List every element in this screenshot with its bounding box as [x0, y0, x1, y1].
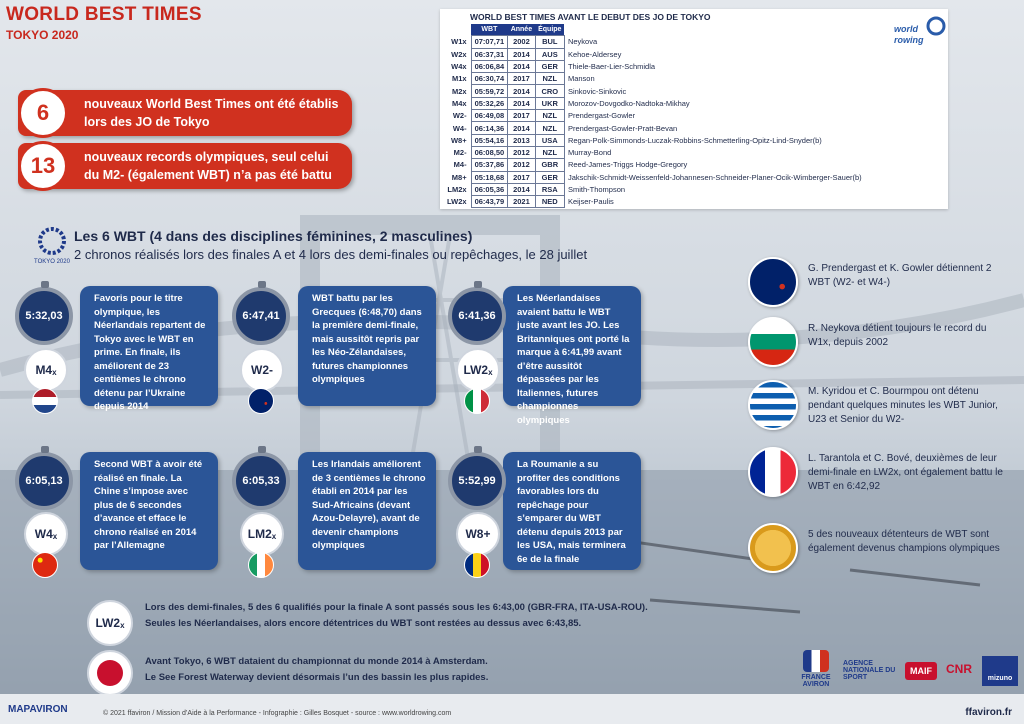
table-cell-time: 06:06,84 [471, 60, 508, 72]
stopwatch-icon [15, 287, 73, 345]
note-badge-lw2x [87, 600, 133, 646]
table-cell-team: NZL [535, 110, 564, 122]
badge-label: LW2 [95, 616, 121, 630]
gold-medal-icon [748, 523, 798, 573]
table-cell-event: LM2x [447, 185, 467, 194]
section-title: Les 6 WBT (4 dans des disciplines féminines, 2 masculines) [74, 228, 473, 244]
table-cell-event: W2x [451, 49, 467, 59]
table-row [444, 36, 865, 48]
table-cell-names: Regan-Polk-Simmonds-Luczak-Robbins-Schmetterling-Opitz-Lind-Snyder(b) [567, 135, 822, 145]
table-cell-team: GER [535, 60, 564, 72]
table-row [444, 110, 865, 122]
boat-class-sub: x [52, 367, 57, 377]
boat-class-sub: x [488, 367, 493, 377]
france-flag-icon [748, 447, 798, 497]
table-cell-year: 2017 [508, 171, 535, 183]
stopwatch-icon [15, 452, 73, 510]
record-time: 5:32,03 [25, 310, 63, 322]
table-cell-names: Neykova [567, 37, 598, 47]
table-header-cell: Année [508, 24, 535, 36]
fact-text: L. Tarantola et C. Bové, deuxièmes de leur demi-finale en LW2x, ont également battu le WBT en 6:42,92 [808, 453, 1003, 492]
table-cell-year: 2002 [508, 36, 535, 48]
table-cell-event: M1x [452, 74, 467, 84]
table-row [444, 97, 865, 109]
emblem-label: TOKYO 2020 [34, 259, 70, 265]
table-row [444, 134, 865, 146]
table-cell-time: 06:37,31 [471, 48, 508, 60]
boat-class-label: W8+ [465, 527, 491, 541]
table-cell-event: M8+ [451, 172, 467, 182]
highlight-wbt [18, 90, 352, 136]
record-time: 6:41,36 [458, 310, 496, 322]
boat-class-badge [24, 348, 68, 392]
table-cell-team: GER [535, 171, 564, 183]
table-cell-team: BUL [535, 36, 564, 48]
table-cell-event: W4x [451, 62, 467, 72]
fact-text: 5 des nouveaux détenteurs de WBT sont également devenus champions olympiques [808, 529, 1000, 554]
table-cell-year: 2014 [508, 48, 535, 60]
cnr-logo: CNR [946, 662, 972, 676]
italy-flag-icon [464, 388, 490, 414]
table-cell-team: USA [535, 134, 564, 146]
france-aviron-logo [795, 650, 837, 688]
table-cell-year: 2013 [508, 134, 535, 146]
header [6, 4, 202, 42]
table-cell-names: Sinkovic-Sinkovic [567, 86, 627, 96]
table-cell-names: Morozov-Dovgodko-Nadtoka-Mikhay [567, 98, 690, 108]
new-zealand-flag-icon [748, 257, 798, 307]
note-lw2x [145, 600, 648, 632]
table-cell-event: W1x [451, 37, 467, 47]
record-card: Second WBT à avoir été réalisé en finale. La Chine s’impose avec plus de 6 secondes d’avance et efface le chrono réalisé en 2014 par l’Allemagne [80, 452, 218, 570]
table-cell-event: W8+ [450, 135, 467, 145]
table-body [444, 36, 865, 208]
ans-logo: AGENCE NATIONALE DU SPORT [843, 660, 896, 681]
table-cell-event: W2- [452, 111, 467, 121]
footer-site-link[interactable]: ffaviron.fr [965, 707, 1012, 718]
table-row [444, 196, 865, 208]
table-cell-time: 05:54,16 [471, 134, 508, 146]
table-cell-year: 2021 [508, 196, 535, 208]
table-cell-time: 06:05,36 [471, 183, 508, 195]
table-cell-year: 2012 [508, 146, 535, 158]
mizuno-logo: mizuno [982, 656, 1018, 686]
table-cell-time: 05:37,86 [471, 159, 508, 171]
boat-class-badge [240, 512, 284, 556]
table-cell-names: Manson [567, 74, 595, 84]
note-line: Lors des demi-finales, 5 des 6 qualifiés pour la finale A sont passés sous les 6:43,00 (GBR-FRA, ITA-USA-ROU). [145, 602, 648, 613]
footer-credit: © 2021 ffaviron / Mission d’Aide à la Performance - Infographie : Gilles Bosquet - source : www.worldrowing.com [103, 710, 452, 717]
wbt-table [444, 24, 865, 208]
table-row [444, 146, 865, 158]
table-cell-team: GBR [535, 159, 564, 171]
logo-text: world [894, 24, 918, 34]
table-cell-team: NZL [535, 122, 564, 134]
boat-class-label: W2- [251, 363, 273, 377]
table-cell-time: 06:08,50 [471, 146, 508, 158]
boat-class-badge [24, 512, 68, 556]
record-time: 6:47,41 [242, 310, 280, 322]
highlight-text: nouveaux World Best Times ont été établis lors des JO de Tokyo [84, 97, 339, 129]
stopwatch-icon [448, 287, 506, 345]
table-row [444, 171, 865, 183]
table-row [444, 183, 865, 195]
netherlands-flag-icon [32, 388, 58, 414]
wbt-table-card [440, 9, 948, 209]
page-subtitle: TOKYO 2020 [6, 28, 79, 42]
table-cell-year: 2014 [508, 97, 535, 109]
stopwatch-icon [232, 452, 290, 510]
table-cell-team: NED [535, 196, 564, 208]
table-cell-team: RSA [535, 183, 564, 195]
greece-flag-icon [748, 380, 798, 430]
table-title: WORLD BEST TIMES AVANT LE DEBUT DES JO DE TOKYO [470, 12, 711, 22]
china-flag-icon [32, 552, 58, 578]
boat-class-label: M4 [35, 363, 53, 377]
record-card: WBT battu par les Grecques (6:48,70) dans la première demi-finale, mais aussitôt repris par les Néo-Zélandaises, futures championnes olympiques [298, 286, 436, 406]
table-cell-time: 06:30,74 [471, 73, 508, 85]
table-cell-event: W4- [452, 123, 467, 133]
highlight-text: nouveaux records olympiques, seul celui du M2- (également WBT) n’a pas été battu [84, 150, 332, 182]
table-cell-names: Murray-Bond [567, 148, 612, 158]
highlight-olympic-records [18, 143, 352, 189]
table-cell-event: LW2x [447, 197, 467, 207]
note-line: Avant Tokyo, 6 WBT dataient du championnat du monde 2014 à Amsterdam. [145, 656, 488, 667]
section-subtitle: 2 chronos réalisés lors des finales A et 4 lors des demi-finales ou repêchages, le 28 juillet [74, 247, 588, 262]
table-cell-names: Jakschik-Schmidt-Weissenfeld-Johannesen-Schneider-Planer-Ocik-Wimberger-Sauer(b) [567, 172, 862, 182]
table-header-cell: WBT [471, 24, 508, 36]
table-cell-names: Kehoe-Aldersey [567, 49, 622, 59]
world-rowing-logo [890, 14, 950, 50]
mapaviron-logo: MAPAVIRON [8, 704, 68, 715]
record-card: La Roumanie a su profiter des conditions favorables lors du repêchage pour s’emparer du WBT détenu depuis 2013 par les USA, mais terminera 6e de la finale [503, 452, 641, 570]
record-card: Les Néerlandaises avaient battu le WBT juste avant les JO. Les Britanniques ont porté la marque à 6:41,99 avant d’être aussitôt dépassées par les Italiennes, futures championnes olympiques [503, 286, 641, 406]
tokyo-2020-emblem [34, 226, 70, 266]
table-row [444, 48, 865, 60]
table-header-cell [444, 24, 471, 36]
table-cell-team: CRO [535, 85, 564, 97]
table-cell-names: Reed-James-Triggs Hodge-Gregory [567, 160, 688, 170]
table-cell-year: 2012 [508, 159, 535, 171]
table-cell-year: 2014 [508, 60, 535, 72]
table-header-cell [564, 24, 864, 36]
boat-class-badge [456, 348, 500, 392]
table-cell-year: 2014 [508, 122, 535, 134]
table-cell-event: M2- [453, 148, 467, 158]
table-header-row [444, 24, 865, 36]
fact-text: R. Neykova détient toujours le record du W1x, depuis 2002 [808, 323, 987, 348]
fact-text: M. Kyridou et C. Bourmpou ont détenu pendant quelques minutes les WBT Junior, U23 et Senior du W2- [808, 386, 998, 425]
sponsor-label: FRANCE AVIRON [801, 674, 831, 688]
badge-sub: x [120, 620, 125, 630]
table-cell-time: 06:49,08 [471, 110, 508, 122]
boat-class-sub: x [271, 531, 277, 541]
record-time: 6:05,13 [25, 475, 63, 487]
table-cell-event: M2x [452, 86, 467, 96]
highlight-number: 6 [18, 88, 68, 138]
table-row [444, 159, 865, 171]
table-cell-time: 05:18,68 [471, 171, 508, 183]
table-cell-time: 06:14,36 [471, 122, 508, 134]
bulgaria-flag-icon [748, 317, 798, 367]
table-cell-time: 05:59,72 [471, 85, 508, 97]
note-line: Le See Forest Waterway devient désormais l’un des bassin les plus rapides. [145, 672, 489, 683]
boat-class-label: LM2 [247, 527, 272, 541]
fact-text: G. Prendergast et K. Gowler détiennent 2 WBT (W2- et W4-) [808, 263, 992, 288]
table-cell-time: 07:07,71 [471, 36, 508, 48]
boat-class-badge [240, 348, 284, 392]
table-cell-names: Thiele-Baer-Lier-Schmidla [567, 62, 656, 72]
table-cell-team: AUS [535, 48, 564, 60]
boat-class-sub: x [52, 531, 58, 541]
table-row [444, 60, 865, 72]
table-cell-team: NZL [535, 73, 564, 85]
table-cell-time: 06:43,79 [471, 196, 508, 208]
note-line: Seules les Néerlandaises, alors encore détentrices du WBT sont restées au dessus avec 6:43,85. [145, 618, 582, 629]
record-card: Favoris pour le titre olympique, les Néerlandais repartent de Tokyo avec le WBT en prime. En finale, ils améliorent de 23 centièmes le chrono détenu par l’Ukraine depuis 2014 [80, 286, 218, 406]
page-title: WORLD BEST TIMES [6, 4, 202, 25]
table-row [444, 73, 865, 85]
table-cell-team: NZL [535, 146, 564, 158]
table-row [444, 122, 865, 134]
note-amsterdam [145, 654, 488, 686]
table-cell-year: 2017 [508, 110, 535, 122]
table-cell-year: 2014 [508, 85, 535, 97]
record-card: Les Irlandais améliorent de 3 centièmes le chrono établi en 2014 par les Sud-Africains (devant Azou-Delayre), avant de devenir champions olympiques [298, 452, 436, 570]
table-cell-names: Smith-Thompson [567, 185, 626, 194]
table-cell-names: Prendergast-Gowler-Pratt-Bevan [567, 123, 678, 133]
logo-text: rowing [894, 35, 924, 45]
boat-class-badge [456, 512, 500, 556]
footer [0, 694, 1024, 724]
table-cell-names: Keijser-Paulis [567, 197, 614, 207]
new-zealand-flag-icon [248, 388, 274, 414]
table-cell-names: Prendergast-Gowler [567, 111, 636, 121]
boat-class-label: LW2 [463, 363, 489, 377]
table-cell-event: M4- [453, 160, 467, 170]
romania-flag-icon [464, 552, 490, 578]
stopwatch-icon [448, 452, 506, 510]
boat-class-label: W4 [34, 527, 53, 541]
highlight-number: 13 [18, 141, 68, 191]
table-cell-year: 2017 [508, 73, 535, 85]
table-cell-time: 05:32,26 [471, 97, 508, 109]
stopwatch-icon [232, 287, 290, 345]
japan-flag-icon [87, 650, 133, 696]
maif-logo: MAIF [905, 662, 937, 680]
table-row [444, 85, 865, 97]
record-time: 5:52,99 [458, 475, 496, 487]
table-cell-team: UKR [535, 97, 564, 109]
table-cell-event: M4x [452, 98, 467, 108]
record-time: 6:05,33 [242, 475, 280, 487]
table-header-cell: Équipe [535, 24, 564, 36]
ireland-flag-icon [248, 552, 274, 578]
table-cell-year: 2014 [508, 183, 535, 195]
